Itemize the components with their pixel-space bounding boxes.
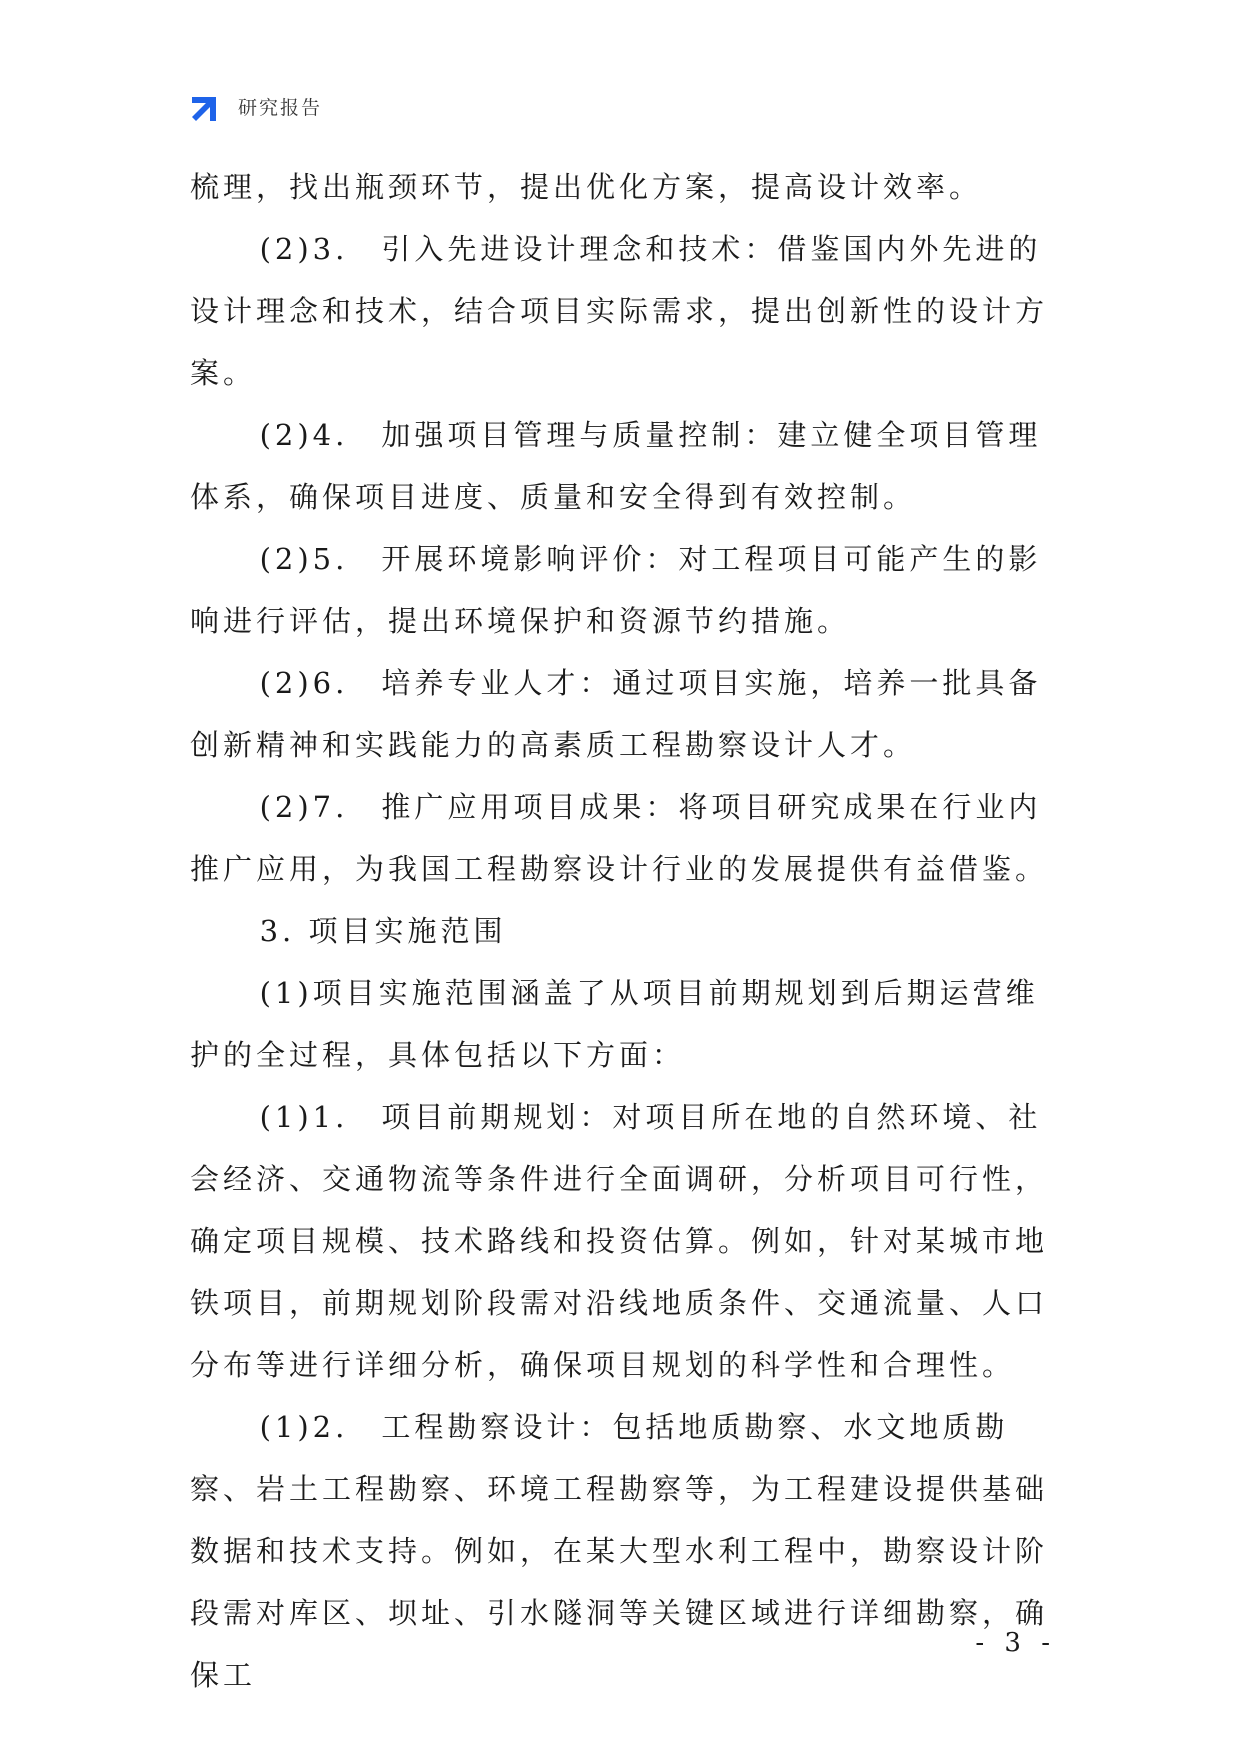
paragraph-item: (1)项目实施范围涵盖了从项目前期规划到后期运营维护的全过程，具体包括以下方面：: [190, 976, 1039, 1072]
section-heading: 3. 项目实施范围: [259, 914, 507, 948]
page-header: [190, 88, 322, 124]
paragraph-item: (1)1. 项目前期规划：对项目所在地的自然环境、社会经济、交通物流等条件进行全面调研，分析项目可行性，确定项目规模、技术路线和投资估算。例如，针对某城市地铁项目，前期规划阶段需对沿线地质条件、交通流量、人口分布等进行详细分析，确保项目规划的科学性和合理性。: [190, 1100, 1049, 1382]
document-body: [190, 156, 1056, 1706]
paragraph-item: (2)5. 开展环境影响评价：对工程项目可能产生的影响进行评估，提出环境保护和资源节约措施。: [190, 542, 1042, 638]
paragraph-item: (1)2. 工程勘察设计：包括地质勘察、水文地质勘察、岩土工程勘察、环境工程勘察等，为工程建设提供基础数据和技术支持。例如，在某大型水利工程中，勘察设计阶段需对库区、坝址、引水隧洞等关键区域进行详细勘察，确保工: [190, 1410, 1049, 1692]
paragraph-item: (2)3. 引入先进设计理念和技术：借鉴国内外先进的设计理念和技术，结合项目实际需求，提出创新性的设计方案。: [190, 232, 1049, 390]
paragraph-continuation: 梳理，找出瓶颈环节，提出优化方案，提高设计效率。: [190, 170, 983, 204]
header-title: 研究报告: [238, 96, 323, 119]
paragraph-item: (2)4. 加强项目管理与质量控制：建立健全项目管理体系，确保项目进度、质量和安全得到有效控制。: [190, 418, 1042, 514]
paragraph-item: (2)6. 培养专业人才：通过项目实施，培养一批具备创新精神和实践能力的高素质工程勘察设计人才。: [190, 666, 1042, 762]
paragraph-item: (2)7. 推广应用项目成果：将项目研究成果在行业内推广应用，为我国工程勘察设计行业的发展提供有益借鉴。: [190, 790, 1049, 886]
arrow-up-right-icon: [190, 89, 224, 123]
page-number: - 3 -: [975, 1628, 1056, 1658]
